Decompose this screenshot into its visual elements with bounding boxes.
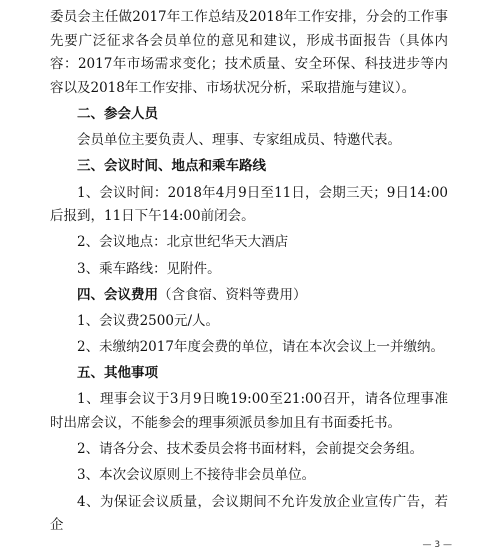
body-paragraph: 1、会议费2500元/人。 — [77, 312, 219, 329]
body-paragraph: 会员单位主要负责人、理事、专家组成员、特邀代表。 — [77, 132, 401, 149]
body-paragraph: 2、请各分会、技术委员会将书面材料，会前提交会务组。 — [77, 441, 424, 458]
body-paragraph: 2、未缴纳2017年度会费的单位，请在本次会议上一并缴纳。 — [77, 339, 444, 356]
body-paragraph: 委员会主任做2017年工作总结及2018年工作安排，分会的工作事先要广泛征求各会员单位的意见和建议，形成书面报告（具体内容：2017年市场需求变化；技术质量、安全环保、科技进步等内容以及2018年工作安排、市场状况分析，采取措施与建议）。 — [50, 9, 448, 96]
section-heading — [50, 362, 448, 386]
section-heading-title: 二、参会人员 — [77, 105, 158, 122]
section-heading-title: 三、会议时间、地点和乘车路线 — [77, 158, 266, 175]
section-heading — [50, 103, 448, 127]
body-paragraph: 1、理事会议于3月9日晚19:00至21:00召开，请各位理事准时出席会议，不能参会的理事须派员参加且有书面委托书。 — [50, 391, 448, 432]
section-heading — [50, 155, 448, 179]
section-heading-note: （含食宿、资料等费用） — [158, 286, 307, 303]
body-paragraph: 2、会议地点：北京世纪华天大酒店 — [77, 234, 289, 251]
body-paragraph: 3、本次会议原则上不接待非会员单位。 — [77, 467, 316, 484]
section-heading — [50, 284, 448, 308]
body-paragraph: 4、为保证会议质量，会议期间不允许发放企业宣传广告，若企 — [50, 493, 448, 534]
section-heading-title: 五、其他事项 — [77, 365, 158, 382]
document-page — [50, 6, 448, 540]
body-paragraph: 1、会议时间：2018年4月9日至11日，会期三天；9日14:00后报到，11日下午14:00前闭会。 — [50, 184, 448, 225]
body-paragraph: 3、乘车路线：见附件。 — [77, 260, 221, 277]
page-number: — 3 — — [422, 540, 452, 550]
section-heading-title: 四、会议费用 — [77, 286, 158, 303]
